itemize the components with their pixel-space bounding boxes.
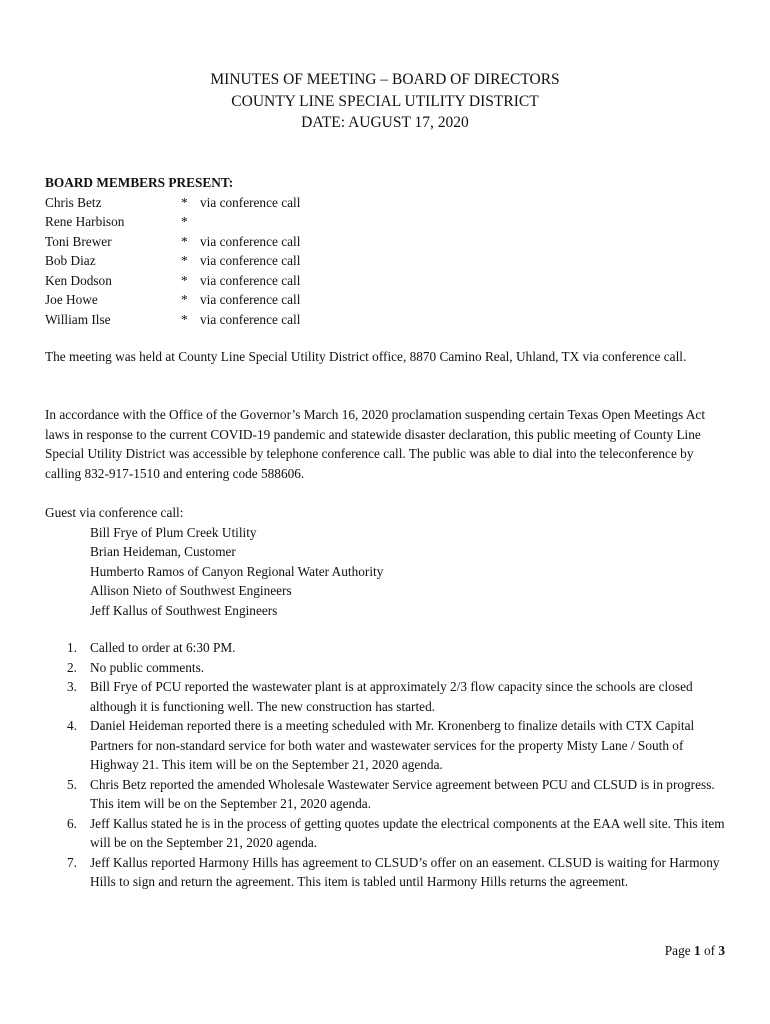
member-name: Joe Howe [45,292,98,307]
agenda-item [45,658,725,678]
member-attendance-mark: * [181,214,188,229]
location-paragraph [45,347,725,367]
agenda-item [45,638,725,658]
member-name: Toni Brewer [45,233,112,249]
governor-proclamation-paragraph [45,405,725,483]
agenda-item-number: 2. [67,659,77,675]
member-name: Chris Betz [45,194,102,210]
agenda-item-text: Called to order at 6:30 PM. [90,640,236,655]
agenda-item-text: Jeff Kallus reported Harmony Hills has agreement to CLSUD’s offer on an easement. CLSUD is waiting for Harmony Hills to sign and return the agreement. This item is tabled until Harmony Hills returns the agreement. [90,854,720,889]
governor-proclamation-text: In accordance with the Office of the Governor’s March 16, 2020 proclamation suspending certain Texas Open Meetings Act laws in response to the current COVID-19 pandemic and statewide disaster declaration, this public meeting of County Line Special Utility District was accessible by telephone conference call. The public was able to dial into the teleconference by calling 832-917-1510 and entering code 588606. [45,407,706,481]
agenda-item-number: 5. [67,776,77,792]
member-attendance-mark: * [181,292,188,307]
member-name: Ken Dodson [45,272,112,288]
of-word: of [703,943,716,958]
member-attendance-mark: * [181,253,188,268]
agenda-item-number: 3. [67,679,77,694]
member-name: Rene Harbison [45,214,125,229]
member-attendance-note: via conference call [200,194,301,210]
agenda-item [45,814,725,853]
agenda-item [45,716,725,775]
agenda-item-number: 1. [67,640,77,655]
agenda-item [45,775,725,814]
member-attendance-note: via conference call [200,272,301,288]
member-attendance-mark: * [181,233,188,249]
member-attendance-note: via conference call [200,253,301,268]
agenda-item-text: No public comments. [90,659,205,675]
member-attendance-note: via conference call [200,233,301,249]
agenda-item [45,677,725,716]
agenda-item-number: 4. [67,718,77,733]
location-text: The meeting was held at County Line Special Utility District office, 8870 Camino Real, Uhland, TX via conference call. [45,349,687,364]
page-number-footer [665,941,725,961]
agenda-item-text: Jeff Kallus stated he is in the process of getting quotes update the electrical components at the EAA well site. This item will be on the September 21, 2020 agenda. [90,815,725,850]
member-row [45,310,745,330]
guest-item: Bill Frye of Plum Creek Utility [90,524,257,540]
member-attendance-mark: * [181,311,188,327]
member-attendance-mark: * [181,272,188,288]
page-word: Page [664,943,691,958]
agenda-items-list [45,638,725,892]
guest-item: Jeff Kallus of Southwest Engineers [90,602,278,618]
member-row [45,251,745,271]
header-district: COUNTY LINE SPECIAL UTILITY DISTRICT [231,92,539,110]
member-row [45,232,745,252]
member-name: William Ilse [45,311,111,327]
member-row [45,271,745,291]
guest-item: Brian Heideman, Customer [90,544,236,559]
header-title: MINUTES OF MEETING – BOARD OF DIRECTORS [210,71,560,88]
agenda-item-number: 6. [67,815,77,831]
agenda-item-text: Bill Frye of PCU reported the wastewater plant is at approximately 2/3 flow capacity since the schools are closed although it is functioning well. The new construction has started. [90,679,693,714]
member-name: Bob Diaz [45,253,96,268]
board-members-section [45,173,745,329]
guest-item: Allison Nieto of Southwest Engineers [90,583,292,598]
member-row [45,212,745,232]
header-date: DATE: AUGUST 17, 2020 [301,114,469,131]
guest-list [45,523,725,621]
member-row [45,193,745,213]
current-page-number: 1 [693,943,701,958]
agenda-item-number: 7. [67,854,77,870]
member-attendance-note: via conference call [200,292,301,307]
board-members-title: BOARD MEMBERS PRESENT: [45,175,234,190]
agenda-item [45,853,725,892]
guest-item: Humberto Ramos of Canyon Regional Water Authority [90,563,384,579]
guests-section [45,503,725,620]
member-attendance-mark: * [181,194,188,210]
document-header [0,69,770,134]
member-attendance-note: via conference call [200,311,301,327]
agenda-item-text: Daniel Heideman reported there is a meeting scheduled with Mr. Kronenberg to finalize details with CTX Capital Partners for non-standard service for both water and wastewater services for the property Misty Lane / South of Highway 21. This item will be on the September 21, 2020 agenda. [90,718,695,772]
guests-title: Guest via conference call: [45,505,184,520]
total-pages-number: 3 [718,943,725,958]
member-row [45,290,745,310]
agenda-item-text: Chris Betz reported the amended Wholesale Wastewater Service agreement between PCU and CLSUD is in progress. This item will be on the September 21, 2020 agenda. [90,776,715,811]
